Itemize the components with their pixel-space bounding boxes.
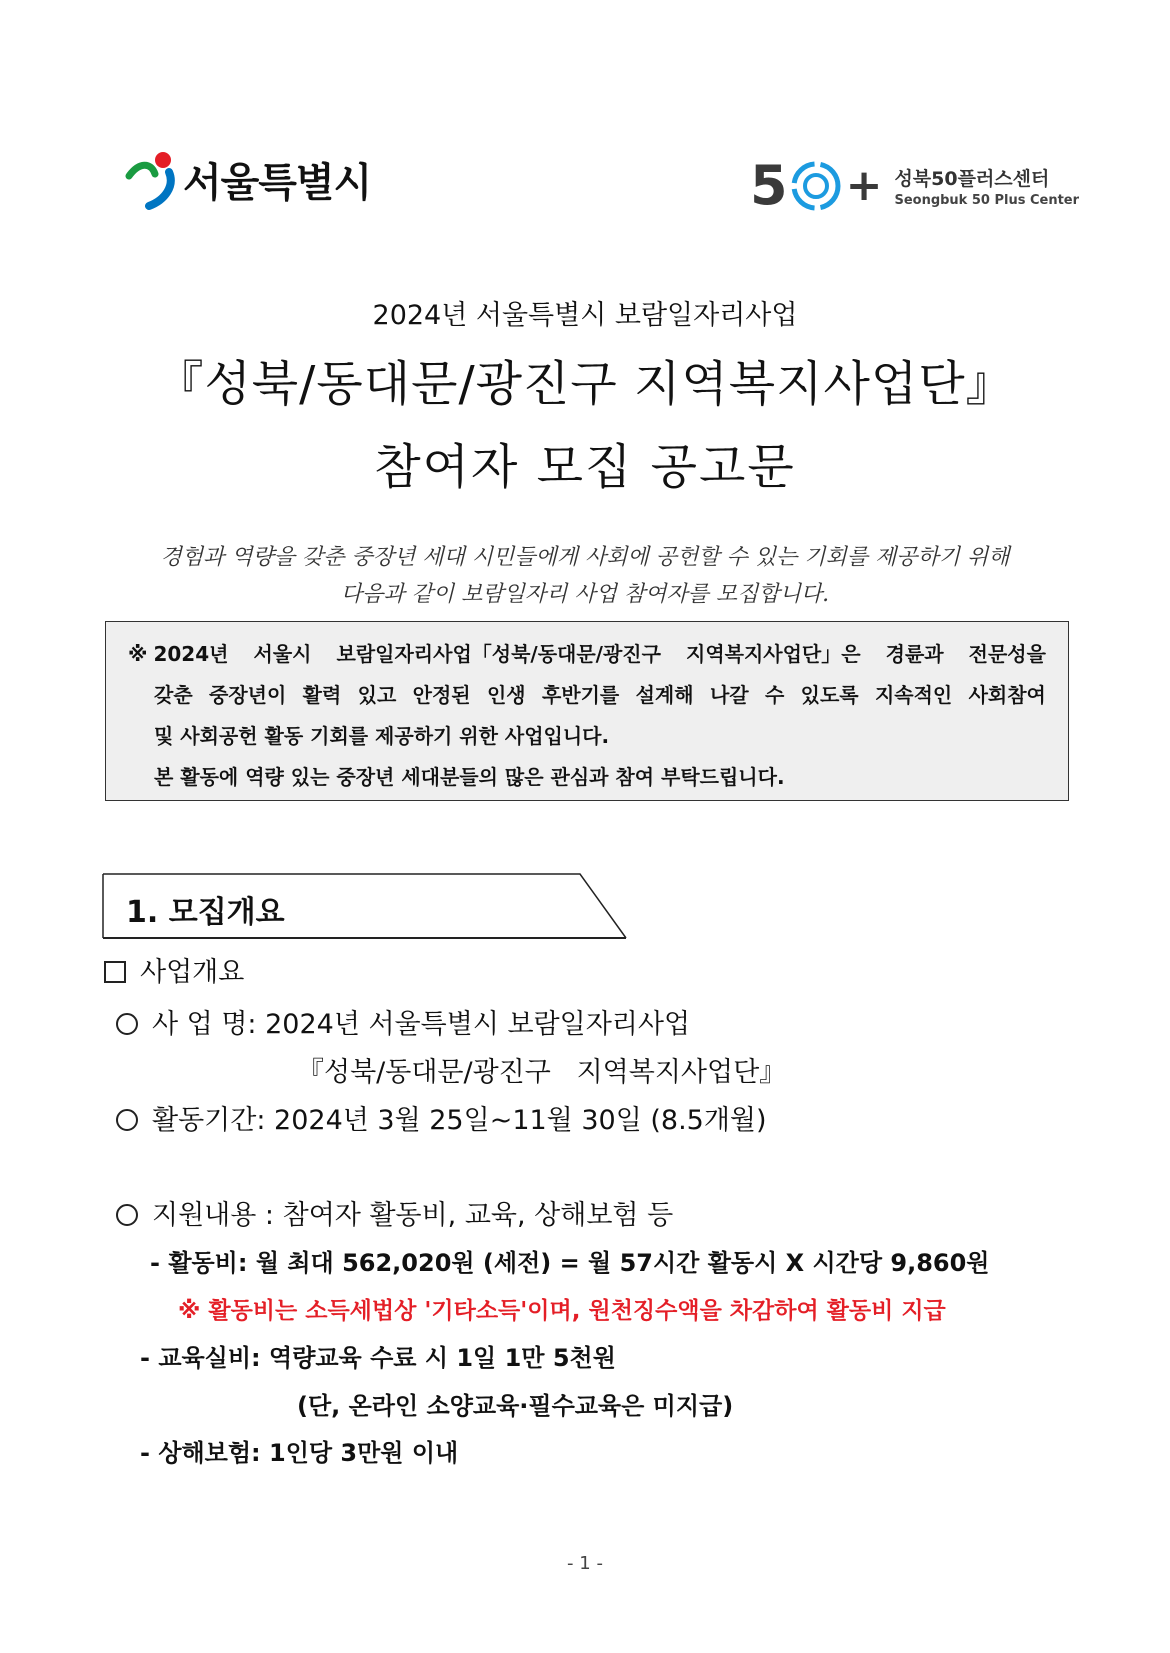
circle-bullet-icon — [116, 1204, 138, 1226]
seoul-name: 서울특별시 — [183, 159, 372, 206]
education-cost-note: (단, 온라인 소양교육·필수교육은 미지급) — [297, 1392, 734, 1420]
section-header — [102, 873, 628, 939]
seoul-city-icon — [125, 148, 181, 210]
center-names — [894, 164, 1079, 208]
project-name-item — [116, 1002, 690, 1041]
doc-title-sub: 참여자 모집 공고문 — [374, 439, 796, 495]
circle-bullet-icon — [116, 1109, 138, 1131]
overview-heading: 사업개요 — [104, 950, 244, 989]
notice-word: 인생 — [486, 683, 526, 707]
notice-word: 보람일자리사업「성북/동대문/광진구 — [336, 642, 661, 666]
period-value: 2024년 3월 25일~11월 30일 (8.5개월) — [274, 1105, 767, 1136]
notice-word: 사회참여 — [968, 683, 1046, 707]
notice-word: 서울시 — [253, 642, 312, 666]
activity-pay-note: ※ 활동비는 소득세법상 '기타소득'이며, 원천징수액을 차감하여 활동비 지급 — [178, 1298, 946, 1324]
doc-title: 『성북/동대문/광진구 지역복지사업단』 — [155, 356, 1015, 412]
seoul-logo — [125, 148, 371, 210]
project-name-value-2: 『성북/동대문/광진구 지역복지사업단』 — [297, 1057, 787, 1088]
notice-word: 지속적인 — [874, 683, 953, 707]
notice-word: 경륜과 — [885, 642, 944, 666]
intro-line-2: 다음과 같이 보람일자리 사업 참여자를 모집합니다. — [340, 582, 830, 607]
notice-line-4: 본 활동에 역량 있는 중장년 세대분들의 많은 관심과 참여 부탁드립니다. — [154, 765, 785, 789]
education-cost: - 교육실비: 역량교육 수료 시 1일 1만 5천원 — [140, 1344, 616, 1372]
notice-word: 있고 — [357, 683, 397, 707]
center-eng-name: Seongbuk 50 Plus Center — [894, 193, 1080, 208]
notice-box — [105, 621, 1069, 801]
notice-mark: ※ — [128, 642, 148, 666]
notice-word: 있도록 — [800, 683, 859, 707]
circle-bullet-icon — [116, 1013, 138, 1035]
project-name-value: 2024년 서울특별시 보람일자리사업 — [265, 1009, 691, 1040]
intro-line-1: 경험과 역량을 갖춘 중장년 세대 시민들에게 사회에 공헌할 수 있는 기회를 제공하기 위해 — [160, 545, 1010, 570]
notice-word: 활력 — [302, 683, 342, 707]
center-logo — [750, 155, 1079, 217]
doc-subtitle: 2024년 서울특별시 보람일자리사업 — [372, 300, 798, 331]
notice-line-2 — [128, 675, 1046, 716]
activity-pay: - 활동비: 월 최대 562,020원 (세전) = 월 57시간 활동시 X 시간당 9,860원 — [150, 1249, 990, 1277]
support-label: 지원내용 : — [152, 1200, 275, 1231]
notice-word: 중장년이 — [209, 683, 287, 707]
period-label: 활동기간: — [152, 1105, 266, 1136]
notice-word: 2024년 — [153, 642, 229, 666]
notice-word: 후반기를 — [541, 683, 620, 707]
notice-word: 갖춘 — [154, 683, 193, 707]
notice-word: 전문성을 — [968, 642, 1046, 666]
notice-word: 안정된 — [412, 683, 471, 707]
center-kor-name: 성북50플러스센터 — [894, 168, 1050, 190]
notice-word: 수 — [764, 683, 785, 707]
logo-plus: + — [845, 160, 883, 211]
project-name-label: 사 업 명: — [152, 1009, 257, 1040]
support-value: 참여자 활동비, 교육, 상해보험 등 — [282, 1200, 674, 1231]
notice-word: 설계해 — [635, 683, 694, 707]
notice-line-1 — [128, 634, 1046, 675]
activity-period-item — [116, 1098, 767, 1137]
notice-line-3: 및 사회공헌 활동 기회를 제공하기 위한 사업입니다. — [154, 724, 610, 748]
notice-word: 지역복지사업단」은 — [686, 642, 861, 666]
logo-digit-five: 5 — [750, 154, 788, 217]
page-number: - 1 - — [567, 1553, 603, 1574]
section-title: 1. 모집개요 — [126, 895, 285, 930]
checkbox-square-icon — [104, 961, 126, 983]
accident-insurance: - 상해보험: 1인당 3만원 이내 — [140, 1439, 459, 1467]
support-item — [116, 1193, 673, 1232]
fifty-plus-ring-icon — [788, 158, 844, 214]
notice-word: 나갈 — [709, 683, 749, 707]
